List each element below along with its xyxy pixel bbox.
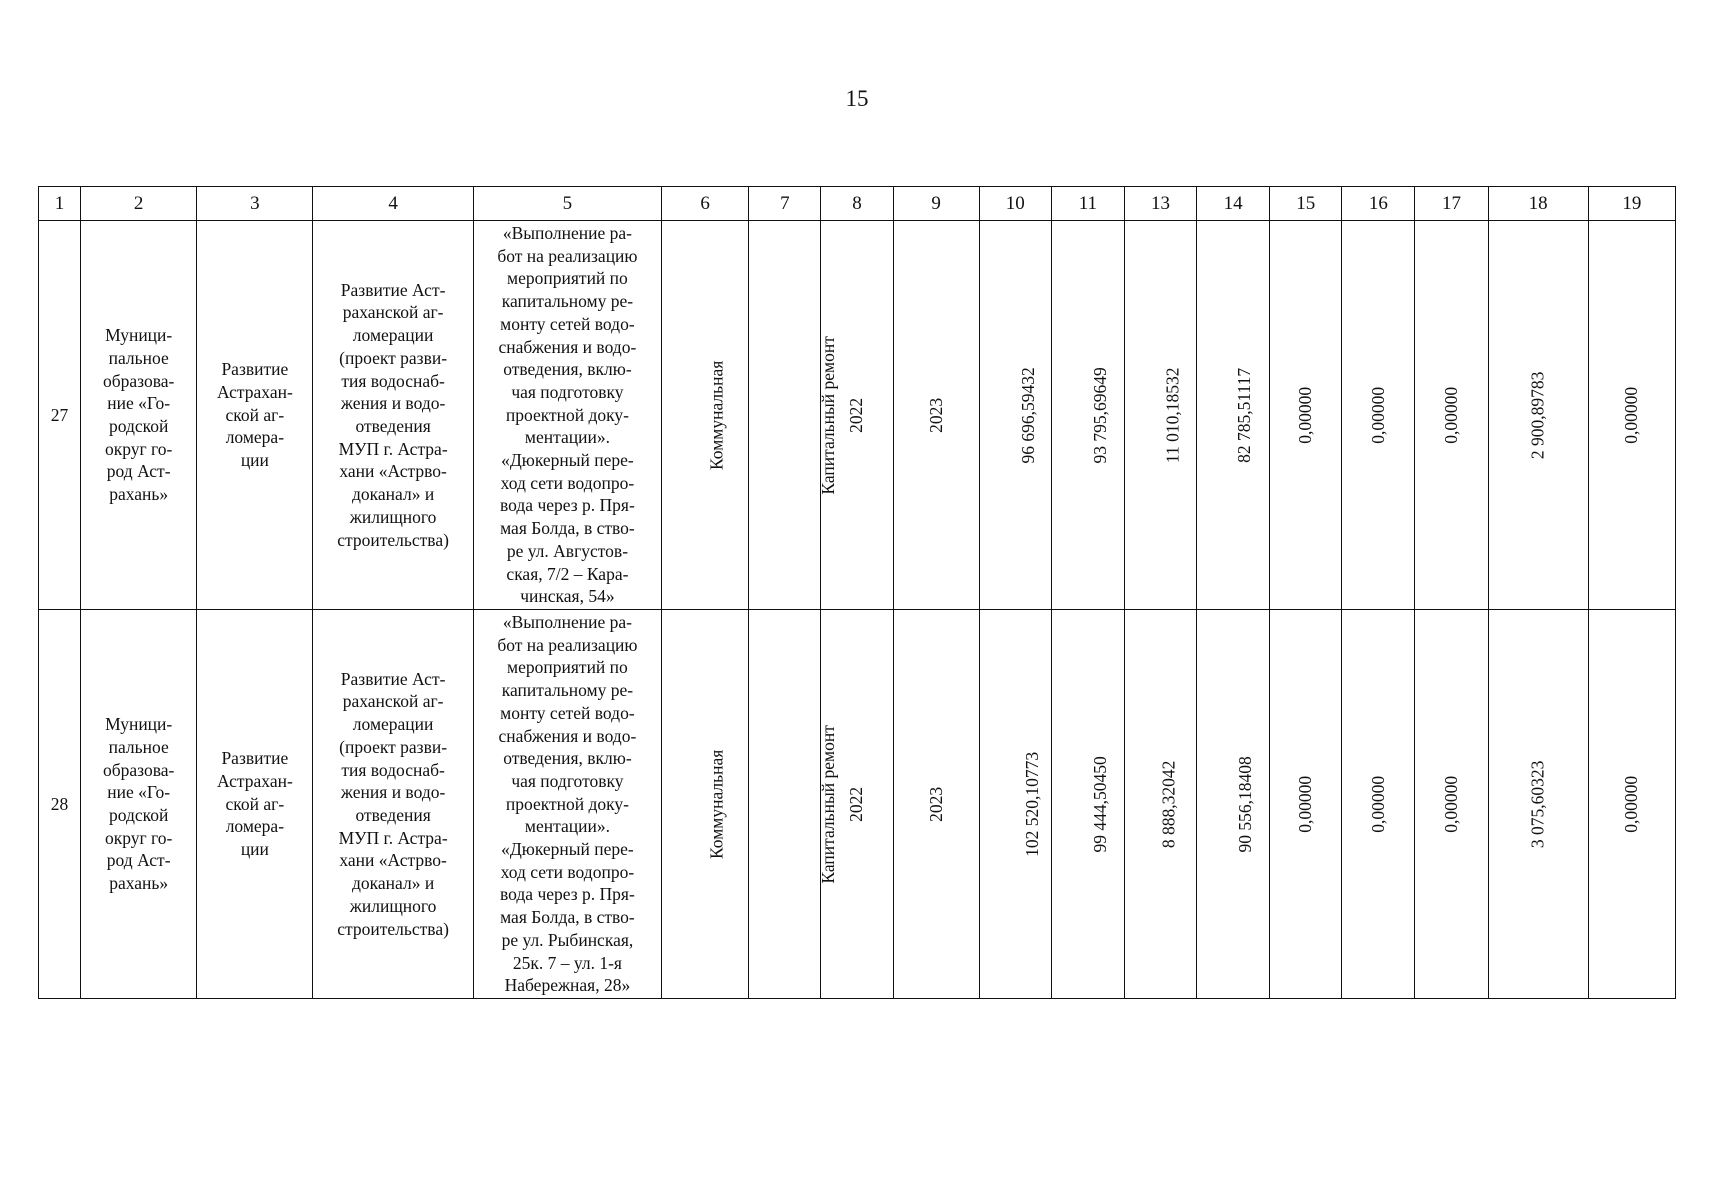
header-cell-11: 11 [1051,187,1124,221]
year-start: 2022 [846,786,867,822]
value-col16: 0,00000 [1367,775,1388,833]
value-col11: 93 795,69649 [1089,366,1110,464]
header-cell-10: 10 [979,187,1051,221]
event-cell [473,610,661,999]
value-col15: 0,00000 [1295,386,1316,444]
year-end-cell [893,221,979,610]
value-col15-cell [1270,610,1342,999]
value-col18-cell [1488,610,1588,999]
event-text: «Выполнение ра- бот на реализацию мероприятий по капитальному ре- монту сетей водо- снабжения и водо- отведения, вклю- чая подготовку проектной доку- ментации». «Дюкерный пере- ход сети водопро- вода через р. Пря- мая Болда, в ство- ре ул. Рыбинская, 25к. 7 – ул. 1-я Набережная, 28» [497,612,638,996]
event-text: «Выполнение ра- бот на реализацию мероприятий по капитальному ре- монту сетей водо- снабжения и водо- отведения, вклю- чая подготовку проектной доку- ментации». «Дюкерный пере- ход сети водопро- вода через р. Пря- мая Болда, в ство- ре ул. Августов- ская, 7/2 – Кара- чинская, 54» [497,223,638,607]
value-col14: 82 785,51117 [1234,367,1255,463]
value-col11-cell [1051,221,1124,610]
value-col17-cell [1415,221,1488,610]
event-cell [473,221,661,610]
value-col10-cell [979,610,1051,999]
header-cell-1: 1 [39,187,81,221]
header-cell-2: 2 [81,187,197,221]
municipality-text: Муници- пальное образова- ние «Го- родской округ го- род Аст- рахань» [102,714,175,894]
value-col18: 2 900,89783 [1527,371,1548,459]
row-number-cell [39,221,81,610]
year-end: 2023 [925,786,946,822]
infrastructure-cell [662,610,749,999]
value-col11-cell [1051,610,1124,999]
program-cell [313,221,473,610]
municipality-cell [81,610,197,999]
project-cell [197,221,313,610]
header-cell-18: 18 [1488,187,1588,221]
header-cell-3: 3 [197,187,313,221]
value-col13-cell [1124,221,1196,610]
page-number: 15 [845,86,869,111]
infrastructure-type: Коммунальная [706,360,727,470]
value-col17: 0,00000 [1441,775,1462,833]
value-col14-cell [1197,610,1270,999]
header-cell-17: 17 [1415,187,1488,221]
header-cell-13: 13 [1124,187,1196,221]
header-row [39,187,1676,221]
value-col18-cell [1488,221,1588,610]
year-end-cell [893,610,979,999]
row-number: 27 [50,404,69,425]
value-col19-cell [1588,221,1675,610]
program-cell [313,610,473,999]
row-number-cell [39,610,81,999]
value-col16-cell [1342,221,1415,610]
infrastructure-type: Коммунальная [706,749,727,859]
value-col13: 8 888,32042 [1158,760,1179,848]
header-cell-19: 19 [1588,187,1675,221]
value-col10: 102 520,10773 [1021,751,1042,857]
work-type: Капитальный ремонт [818,335,839,495]
work-type: Капитальный ремонт [818,724,839,884]
header-cell-4: 4 [313,187,473,221]
table-row [39,610,1676,999]
row-number: 28 [50,793,69,814]
value-col10-cell [979,221,1051,610]
infrastructure-cell [662,221,749,610]
value-col17-cell [1415,610,1488,999]
value-col19: 0,00000 [1621,386,1642,444]
value-col17: 0,00000 [1441,386,1462,444]
header-cell-5: 5 [473,187,661,221]
year-start: 2022 [846,397,867,433]
value-col14: 90 556,18408 [1234,755,1255,853]
project-text: Развитие Астрахан- ской аг- ломера- ции [216,359,293,471]
value-col13-cell [1124,610,1196,999]
header-cell-14: 14 [1197,187,1270,221]
value-col16: 0,00000 [1367,386,1388,444]
value-col18: 3 075,60323 [1527,760,1548,848]
work-type-cell [749,221,839,610]
project-text: Развитие Астрахан- ской аг- ломера- ции [216,748,293,860]
header-cell-15: 15 [1270,187,1342,221]
value-col13: 11 010,18532 [1162,367,1183,463]
value-col14-cell [1197,221,1270,610]
header-cell-9: 9 [893,187,979,221]
value-col16-cell [1342,610,1415,999]
municipality-text: Муници- пальное образова- ние «Го- родской округ го- род Аст- рахань» [102,325,175,505]
header-cell-6: 6 [662,187,749,221]
value-col10: 96 696,59432 [1017,366,1038,464]
program-text: Развитие Аст- раханской аг- ломерации (проект разви- тия водоснаб- жения и водо- отведения МУП г. Астра- хани «Астрво- доканал» и жилищного строительства) [337,668,449,939]
value-col15-cell [1270,221,1342,610]
value-col11: 99 444,50450 [1089,755,1110,853]
data-table [38,186,1676,999]
header-cell-16: 16 [1342,187,1415,221]
value-col19: 0,00000 [1621,775,1642,833]
value-col19-cell [1588,610,1675,999]
project-cell [197,610,313,999]
value-col15: 0,00000 [1295,775,1316,833]
program-text: Развитие Аст- раханской аг- ломерации (проект разви- тия водоснаб- жения и водо- отведения МУП г. Астра- хани «Астрво- доканал» и жилищного строительства) [337,279,449,550]
work-type-cell [749,610,839,999]
year-end: 2023 [925,397,946,433]
header-cell-8: 8 [821,187,893,221]
municipality-cell [81,221,197,610]
table-row [39,221,1676,610]
header-cell-7: 7 [749,187,821,221]
